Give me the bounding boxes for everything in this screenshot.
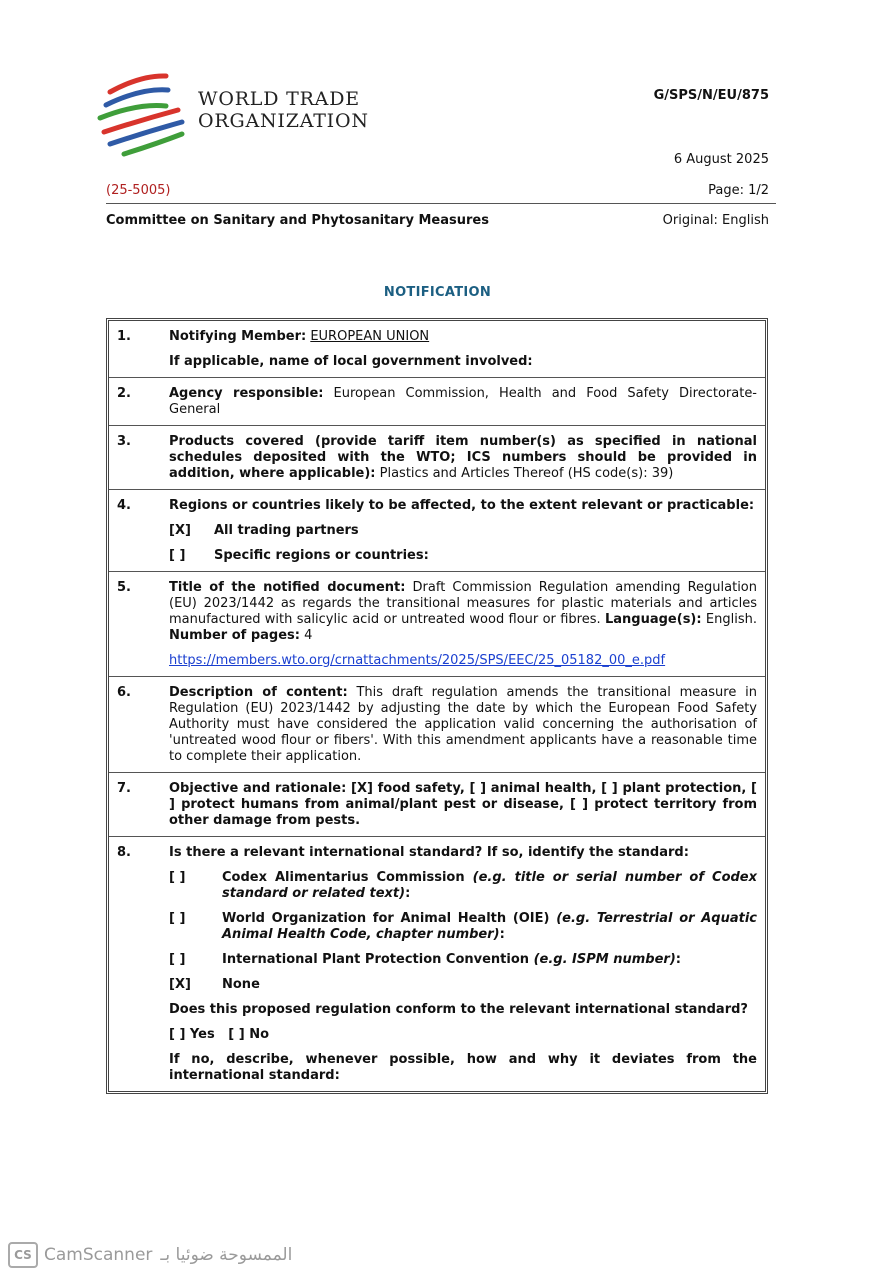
item-4-row bbox=[109, 489, 765, 571]
ippc-hint: (e.g. ISPM number) bbox=[533, 952, 676, 967]
item-number: 3. bbox=[117, 434, 131, 449]
camscanner-icon: CS bbox=[8, 1242, 38, 1268]
item-7-row bbox=[109, 772, 765, 836]
item-number: 2. bbox=[117, 386, 131, 401]
item-6-row bbox=[109, 676, 765, 772]
pages-value: 4 bbox=[304, 628, 313, 643]
objective-rationale: Objective and rationale: [X] food safety, [ ] animal health, [ ] plant protection, [ ] protect humans from animal/plant pest or disease, [ ] protect territory from other damage from pests. bbox=[169, 781, 757, 828]
reference-number: (25-5005) bbox=[106, 183, 171, 198]
ippc-label: International Plant Protection Convention bbox=[222, 952, 530, 967]
wto-logo bbox=[96, 70, 396, 160]
page-number: Page: 1/2 bbox=[708, 183, 769, 198]
header-divider bbox=[106, 203, 776, 204]
none-checkbox: [X] bbox=[169, 977, 191, 992]
document-link[interactable]: https://members.wto.org/crnattachments/2025/SPS/EEC/25_05182_00_e.pdf bbox=[169, 653, 666, 668]
camscanner-brand: CamScanner bbox=[44, 1245, 153, 1265]
org-name-line1: WORLD TRADE bbox=[198, 88, 360, 110]
products-covered-label: Products covered (provide tariff item number(s) as specified in national schedules deposited with the WTO; ICS numbers should be provided in addition, where applicable): bbox=[169, 434, 757, 481]
committee-name: Committee on Sanitary and Phytosanitary Measures bbox=[106, 213, 489, 228]
agency-value: European Commission, Health and Food Safety Directorate-General bbox=[169, 386, 758, 417]
language-value: English. bbox=[705, 612, 757, 627]
specific-regions-label: Specific regions or countries: bbox=[214, 548, 429, 563]
deviation-question: If no, describe, whenever possible, how and why it deviates from the international standard: bbox=[169, 1052, 757, 1083]
none-label: None bbox=[222, 977, 260, 992]
item-number: 1. bbox=[117, 329, 131, 344]
conform-question: Does this proposed regulation conform to the relevant international standard? bbox=[169, 1002, 748, 1017]
oie-label: World Organization for Animal Health (OIE) bbox=[222, 911, 550, 926]
document-date: 6 August 2025 bbox=[673, 152, 769, 167]
ippc-checkbox: [ ] bbox=[169, 952, 186, 967]
item-1-row bbox=[109, 321, 765, 377]
intl-standard-label: Is there a relevant international standard? If so, identify the standard: bbox=[169, 845, 689, 860]
camscanner-arabic-text: الممسوحة ضوئيا بـ bbox=[160, 1245, 293, 1265]
item-5-row bbox=[109, 571, 765, 676]
item-2-row bbox=[109, 377, 765, 425]
language-label: Language(s): bbox=[604, 612, 702, 627]
item-3-row bbox=[109, 425, 765, 489]
document-title-value: Draft Commission Regulation amending Regulation (EU) 2023/1442 as regards the transitional measures for plastic materials and articles manufactured with salicylic acid or untreated wood flour or fibres. bbox=[169, 580, 757, 627]
org-name-line2: ORGANIZATION bbox=[198, 110, 369, 132]
pages-label: Number of pages: bbox=[169, 628, 300, 643]
local-government-label: If applicable, name of local government involved: bbox=[169, 354, 533, 369]
agency-label: Agency responsible: bbox=[169, 386, 324, 401]
notifying-member-value: EUROPEAN UNION bbox=[310, 329, 430, 344]
item-number: 5. bbox=[117, 580, 131, 595]
all-partners-label: All trading partners bbox=[214, 523, 359, 538]
codex-label: Codex Alimentarius Commission bbox=[222, 870, 465, 885]
yes-no-options: [ ] Yes [ ] No bbox=[169, 1027, 270, 1042]
wto-emblem-icon bbox=[96, 70, 191, 160]
item-8-row: 8. Is there a relevant international standard? If so, identify the standard: [ ] Codex Alimentarius Commission (e.g. title or serial number of Codex standard or related text): [ ] World Organization for Animal Health (OIE) (e.g. Terrestrial or Aquatic Animal Health Code, chapter number): [ ] International Plant Protection Convention (e.g. ISPM number): [X] None Does this proposed regulation conform to the relevant international standard? [ ] Yes [ ] No If no, describe, whenever possible, how and why it deviates from the international standard: bbox=[109, 836, 765, 1091]
item-number: 7. bbox=[117, 781, 131, 796]
document-symbol: G/SPS/N/EU/875 bbox=[653, 88, 769, 103]
camscanner-watermark bbox=[8, 1242, 292, 1268]
document-title-label: Title of the notified document: bbox=[169, 580, 406, 595]
description-label: Description of content: bbox=[169, 685, 348, 700]
page-title: NOTIFICATION bbox=[383, 285, 492, 300]
item-number: 8. bbox=[117, 845, 131, 860]
notification-table bbox=[106, 318, 768, 1094]
item-number: 6. bbox=[117, 685, 131, 700]
description-value: This draft regulation amends the transitional measure in Regulation (EU) 2023/1442 by adjusting the date by which the European Food Safety Authority must have considered the application valid concerning the authorisation of 'untreated wood flour or fibers'. With this amendment applicants have a reasonable time to complete their application. bbox=[169, 685, 757, 764]
org-name bbox=[198, 88, 369, 132]
oie-hint: (e.g. Terrestrial or Aquatic Animal Health Code, chapter number) bbox=[222, 911, 758, 942]
item-number: 4. bbox=[117, 498, 131, 513]
specific-regions-checkbox: [ ] bbox=[169, 548, 186, 563]
oie-checkbox: [ ] bbox=[169, 911, 186, 926]
products-covered-value: Plastics and Articles Thereof (HS code(s): 39) bbox=[379, 466, 674, 481]
all-partners-checkbox: [X] bbox=[169, 523, 191, 538]
codex-checkbox: [ ] bbox=[169, 870, 186, 885]
original-language: Original: English bbox=[662, 213, 769, 228]
regions-label: Regions or countries likely to be affected, to the extent relevant or practicable: bbox=[169, 498, 755, 513]
codex-hint: (e.g. title or serial number of Codex standard or related text) bbox=[222, 870, 758, 901]
notifying-member-label: Notifying Member: bbox=[169, 329, 307, 344]
